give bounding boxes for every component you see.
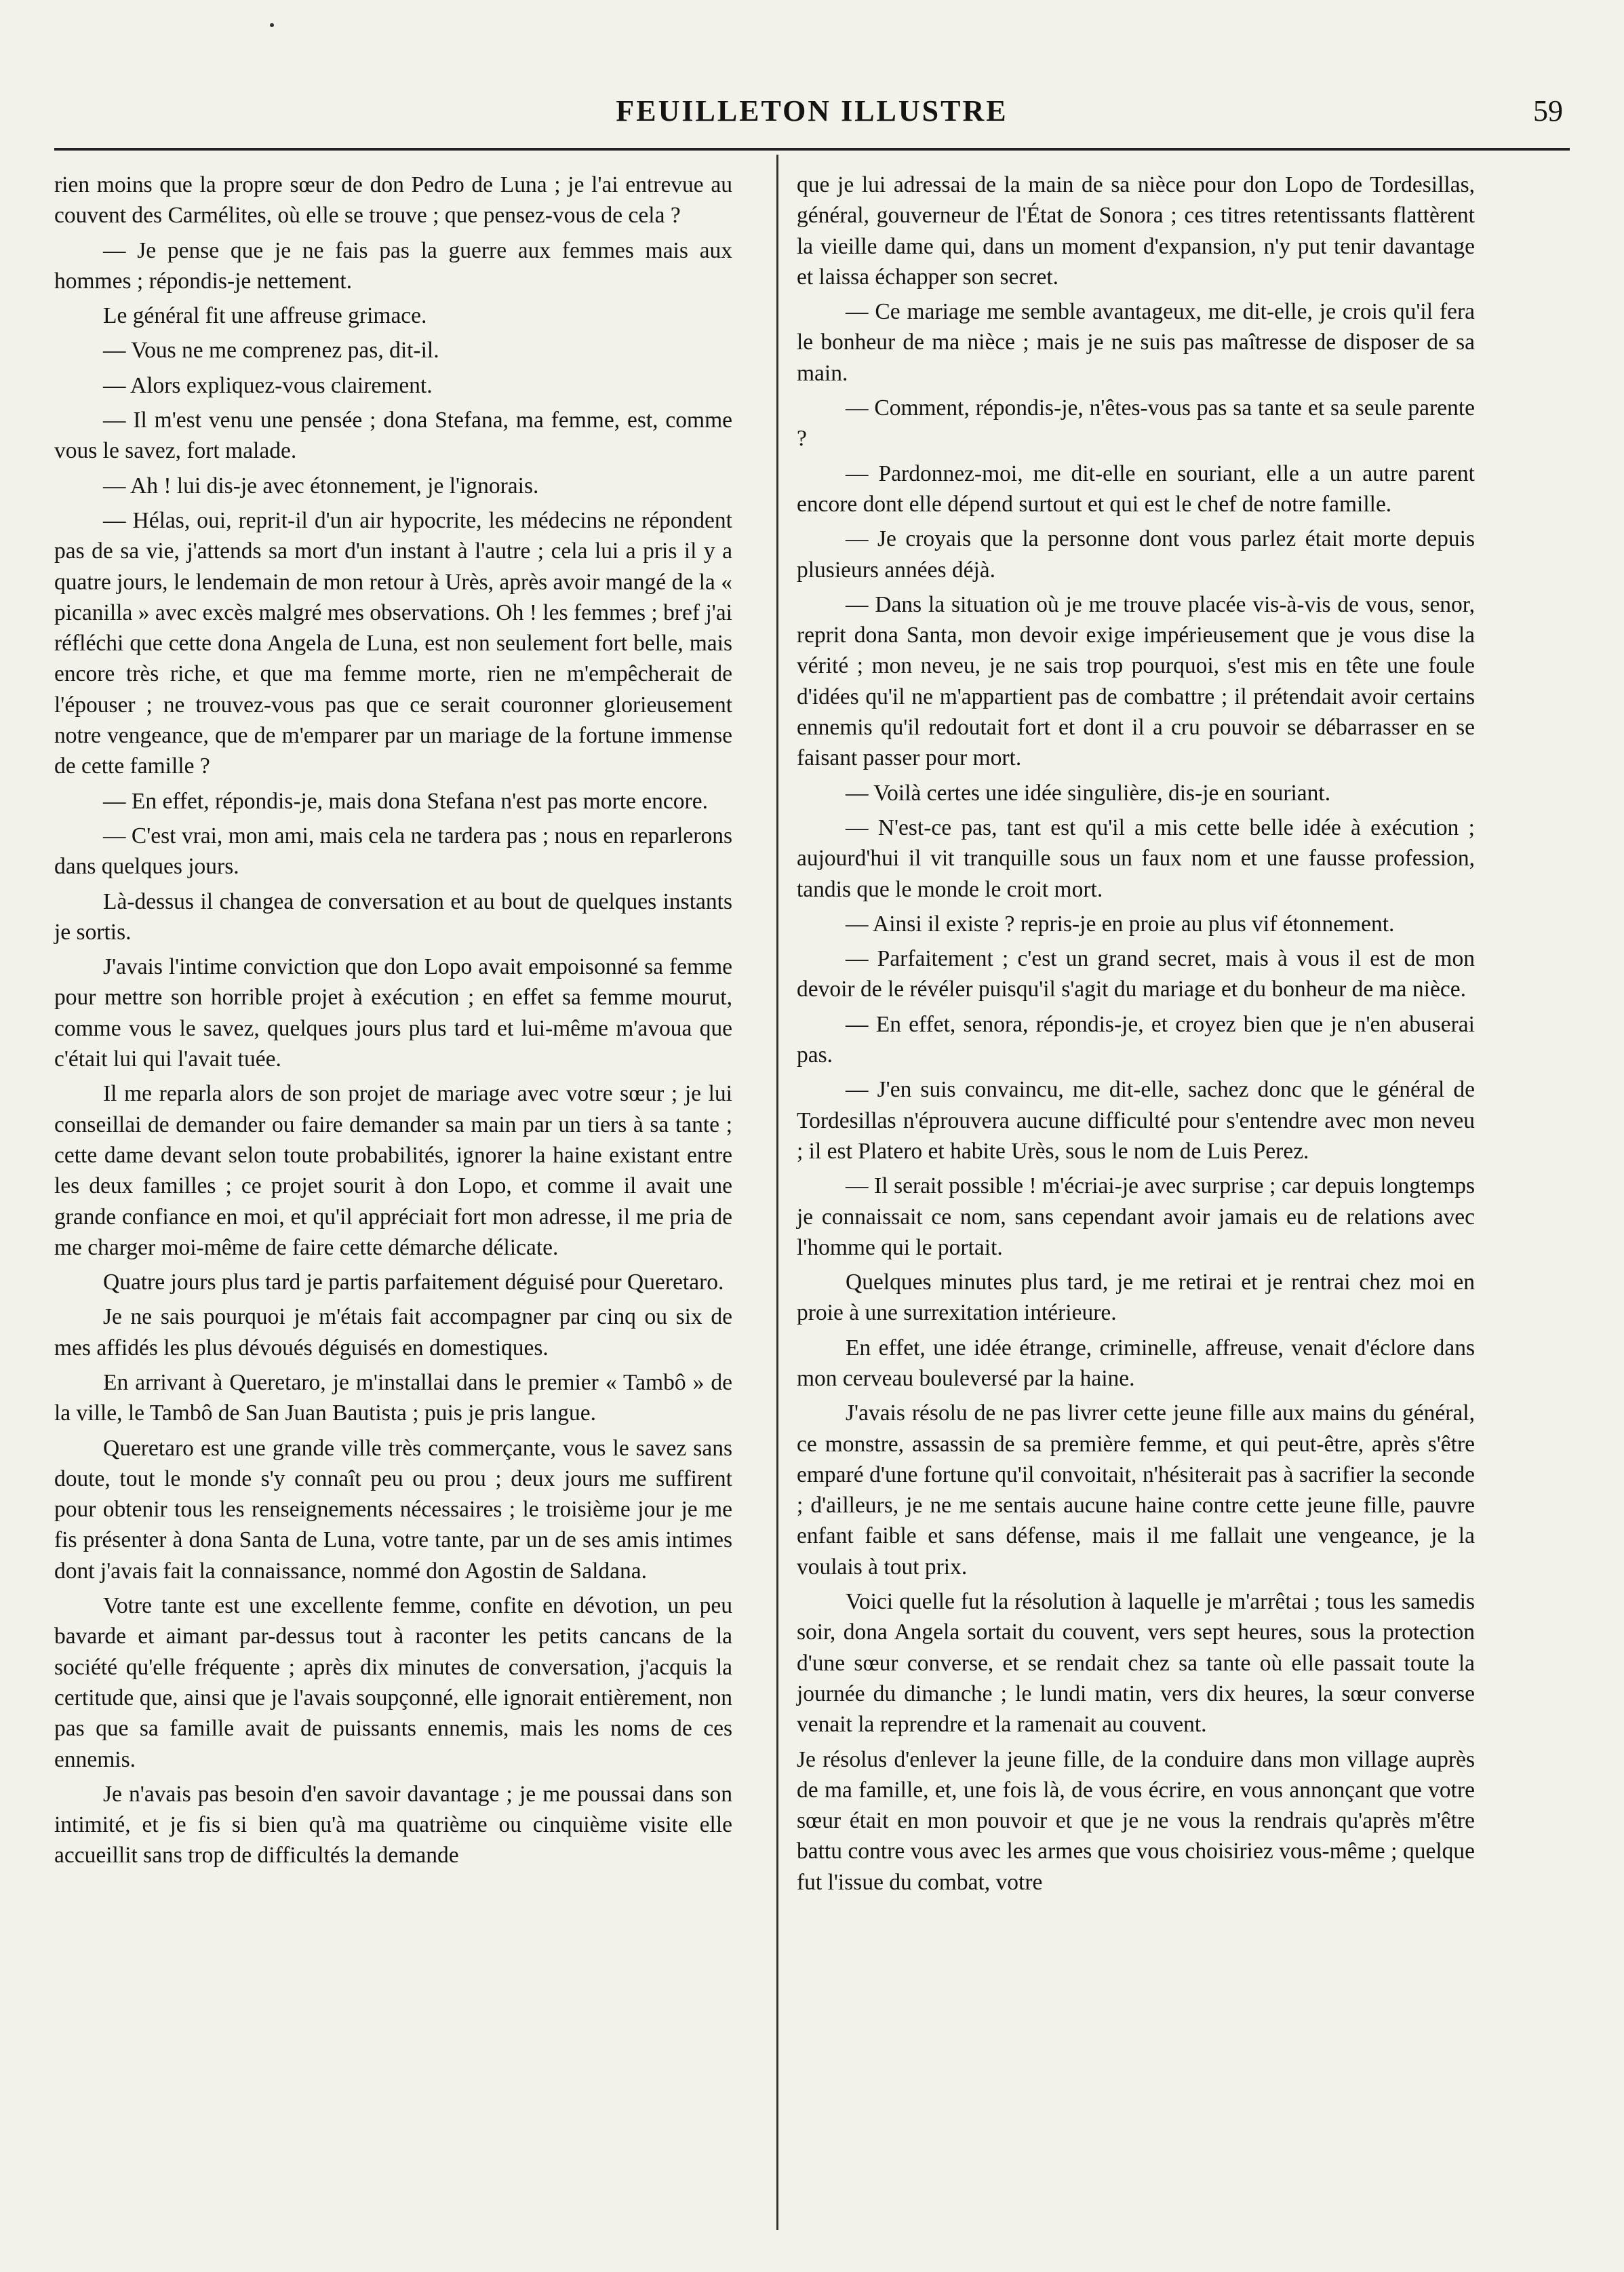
paragraph: — Je pense que je ne fais pas la guerre aux femmes mais aux hommes ; répondis-je nettement. [54,237,732,294]
paragraph: — En effet, répondis-je, mais dona Stefana n'est pas morte encore. [103,788,708,814]
paragraph: — Parfaitement ; c'est un grand secret, mais à vous il est de mon devoir de le révéler puisqu'il s'agit du mariage et du bonheur de ma nièce. [797,946,1475,1002]
paragraph: Queretaro est une grande ville très commerçante, vous le savez sans doute, tout le monde s'y connaît peu ou prou ; deux jours me suffirent pour obtenir tous les renseignements nécessaires ; le troisième jour je me fis présenter à dona Santa de Luna, votre tante, par un de ses amis intimes dont j'avais fait la connaissance, nommé don Agostin de Saldana. [54,1435,732,1584]
paragraph: — Il serait possible ! m'écriai-je avec surprise ; car depuis longtemps je connaissait ce nom, sans cependant avoir jamais eu de relations avec l'homme qui le portait. [797,1173,1475,1260]
ink-speck [270,23,274,27]
left-column [54,170,732,1875]
paragraph: Votre tante est une excellente femme, confite en dévotion, un peu bavarde et aimant par-dessus tout à raconter les petits cancans de la société qu'elle fréquente ; après dix minutes de conversation, j'acquis la certitude que, ainsi que je l'avais soupçonné, elle ignorait entièrement, non pas que sa famille avait de puissants ennemis, mais les noms de ces ennemis. [54,1593,732,1772]
running-title: FEUILLETON ILLUSTRE [616,94,1008,128]
paragraph: Je ne sais pourquoi je m'étais fait accompagner par cinq ou six de mes affidés les plus dévoués déguisés en domestiques. [54,1304,732,1360]
right-column [797,170,1475,1902]
paragraph: Je résolus d'enlever la jeune fille, de la conduire dans mon village auprès de ma famille, et, une fois là, de vous écrire, en vous annonçant que votre sœur était en mon pouvoir et que je ne vous la rendrais qu'après m'être battu contre vous avec les armes que vous choisiriez vous-même ; quelque fut l'issue du combat, votre [797,1746,1475,1895]
paragraph: — Alors expliquez-vous clairement. [103,372,433,398]
paragraph: Je n'avais pas besoin d'en savoir davantage ; je me poussai dans son intimité, et je fis si bien qu'à ma quatrième ou cinquième visite elle accueillit sans trop de difficultés la demande [54,1781,732,1868]
paragraph: Là-dessus il changea de conversation et au bout de quelques instants je sortis. [54,888,732,945]
paragraph: — Voilà certes une idée singulière, dis-je en souriant. [846,780,1331,806]
paragraph: — Ah ! lui dis-je avec étonnement, je l'ignorais. [103,473,539,498]
paragraph: Voici quelle fut la résolution à laquelle je m'arrêtai ; tous les samedis soir, dona Angela sortait du couvent, vers sept heures, sous la protection d'une sœur converse, et se rendait chez sa tante où elle passait toute la journée du dimanche ; le lundi matin, vers dix heures, la sœur converse venait la reprendre et la ramenait au couvent. [797,1589,1475,1738]
paragraph: En arrivant à Queretaro, je m'installai dans le premier « Tambô » de la ville, le Tambô de San Juan Bautista ; puis je pris langue. [54,1369,732,1426]
paragraph: J'avais résolu de ne pas livrer cette jeune fille aux mains du général, ce monstre, assassin de sa première femme, et qui peut-être, après s'être emparé d'une fortune qu'il convoitait, n'hésiterait pas à sacrifier la seconde ; d'ailleurs, je ne me sentais aucune haine contre cette jeune fille, pauvre enfant faible et sans défense, mais il me fallait une vengeance, je la voulais à tout prix. [797,1401,1475,1580]
paragraph: — Comment, répondis-je, n'êtes-vous pas sa tante et sa seule parente ? [797,395,1475,452]
paragraph: — Vous ne me comprenez pas, dit-il. [103,338,439,364]
paragraph: que je lui adressai de la main de sa nièce pour don Lopo de Tordesillas, général, gouverneur de l'État de Sonora ; ces titres retentissants flattèrent la vieille dame qui, dans un moment d'expansion, n'y put tenir davantage et laissa échapper son secret. [797,172,1475,290]
paragraph: — En effet, senora, répondis-je, et croyez bien que je n'en abuserai pas. [797,1011,1475,1068]
paragraph: Quelques minutes plus tard, je me retirai et je rentrai chez moi en proie à une surrexitation intérieure. [797,1270,1475,1326]
paragraph: — Hélas, oui, reprit-il d'un air hypocrite, les médecins ne répondent pas de sa vie, j'attends sa mort d'un instant à l'autre ; cela lui a pris il y a quatre jours, le lendemain de mon retour à Urès, après avoir mangé de la « picanilla » avec excès malgré mes observations. Oh ! les femmes ; bref j'ai réfléchi que cette dona Angela de Luna, est non seulement fort belle, mais encore très riche, et que ma femme morte, rien ne m'empêcherait de l'épouser ; ne trouvez-vous pas que ce serait couronner glorieusement notre vengeance, que de m'emparer par un mariage de la fortune immense de cette famille ? [54,507,732,779]
page-header [54,88,1570,136]
paragraph: En effet, une idée étrange, criminelle, affreuse, venait d'éclore dans mon cerveau bouleversé par la haine. [797,1335,1475,1391]
paragraph: — Je croyais que la personne dont vous parlez était morte depuis plusieurs années déjà. [797,526,1475,583]
paragraph: J'avais l'intime conviction que don Lopo avait empoisonné sa femme pour mettre son horrible projet à exécution ; en effet sa femme mourut, comme vous le savez, quelques jours plus tard et lui-même m'avoua que c'était lui qui l'avait tuée. [54,954,732,1072]
paragraph: Quatre jours plus tard je partis parfaitement déguisé pour Queretaro. [103,1270,724,1295]
paragraph: — Pardonnez-moi, me dit-elle en souriant, elle a un autre parent encore dont elle dépend surtout et qui est le chef de notre famille. [797,461,1475,517]
paragraph: — J'en suis convaincu, me dit-elle, sachez donc que le général de Tordesillas n'éprouvera aucune difficulté pour s'entendre avec mon neveu ; il est Platero et habite Urès, sous le nom de Luis Perez. [797,1077,1475,1164]
paragraph: — N'est-ce pas, tant est qu'il a mis cette belle idée à exécution ; aujourd'hui il vit tranquille sous un faux nom et une fausse profession, tandis que le monde le croit mort. [797,815,1475,902]
paragraph: Le général fit une affreuse grimace. [103,303,427,329]
paragraph: — Il m'est venu une pensée ; dona Stefana, ma femme, est, comme vous le savez, fort malade. [54,408,732,464]
paragraph: Il me reparla alors de son projet de mariage avec votre sœur ; je lui conseillai de demander ou faire demander sa main par un tiers à sa tante ; cette dame devant selon toute probabilités, ignorer la haine existant entre les deux familles ; ce projet sourit à don Lopo, et comme il avait une grande confiance en moi, et qu'il appréciait fort mon adresse, il me pria de me charger moi-même de faire cette démarche délicate. [54,1081,732,1260]
paragraph: — Ce mariage me semble avantageux, me dit-elle, je crois qu'il fera le bonheur de ma nièce ; mais je ne suis pas maîtresse de disposer de sa main. [797,299,1475,386]
page-number: 59 [1533,94,1563,128]
paragraph: rien moins que la propre sœur de don Pedro de Luna ; je l'ai entrevue au couvent des Carmélites, où elle se trouve ; que pensez-vous de cela ? [54,172,732,229]
paragraph: — Dans la situation où je me trouve placée vis-à-vis de vous, senor, reprit dona Santa, mon devoir exige impérieusement que je vous dise la vérité ; mon neveu, je ne sais trop pourquoi, s'est mis en tête une foule d'idées qu'il ne m'appartient pas de combattre ; il prétendait avoir certains ennemis qu'il redoutait fort et dont il a cru pouvoir se débarrasser en se faisant passer pour mort. [797,591,1475,771]
paragraph: — Ainsi il existe ? repris-je en proie au plus vif étonnement. [846,911,1395,937]
column-divider [776,155,778,2230]
header-rule [54,148,1570,151]
paragraph: — C'est vrai, mon ami, mais cela ne tardera pas ; nous en reparlerons dans quelques jours. [54,823,732,880]
